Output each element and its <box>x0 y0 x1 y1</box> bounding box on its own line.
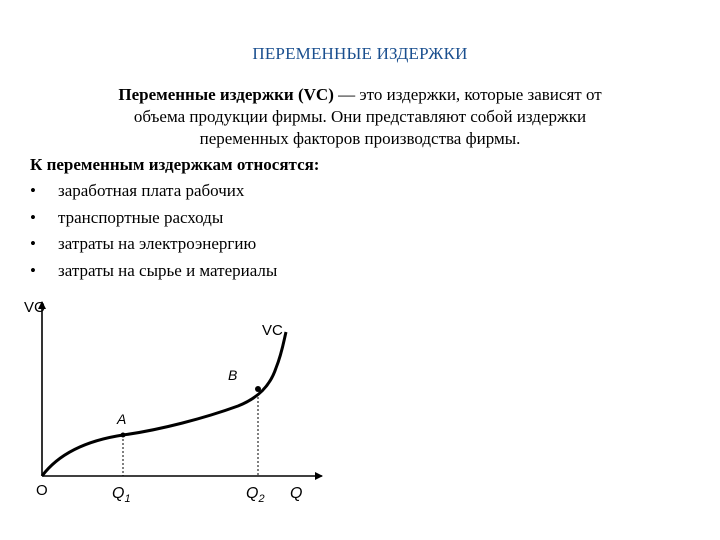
bullet-icon: • <box>30 234 36 253</box>
q1-label <box>112 485 131 505</box>
bullet-icon: • <box>30 181 36 200</box>
definition-line-2: объема продукции фирмы. Они представляют собой издержки <box>133 107 587 126</box>
definition-line-3: переменных факторов производства фирмы. <box>199 129 521 148</box>
point-a-label: A <box>117 411 127 427</box>
curve-label: VC <box>262 322 283 339</box>
page-title: ПЕРЕМЕННЫЕ ИЗДЕРЖКИ <box>252 44 468 63</box>
definition-text: — это издержки, которые зависят от <box>333 85 602 104</box>
list-item-text: затраты на сырье и материалы <box>58 260 278 280</box>
list-heading: К переменным издержкам относятся: <box>30 155 320 174</box>
q1-subscript: 1 <box>124 493 131 505</box>
point-a <box>121 433 126 438</box>
q2-letter: Q <box>246 485 259 502</box>
definition-line-1 <box>40 84 680 106</box>
x-axis-label: Q <box>290 485 303 502</box>
list-item-text: затраты на электроэнергию <box>58 234 257 253</box>
list-item-text: транспортные расходы <box>58 207 224 227</box>
origin-label: O <box>36 482 48 499</box>
q2-subscript: 2 <box>258 493 265 505</box>
cost-list <box>30 180 277 286</box>
point-b-label: B <box>228 367 238 383</box>
q1-letter: Q <box>112 485 125 502</box>
bullet-icon: • <box>30 207 36 227</box>
vc-curve <box>42 332 286 476</box>
list-item <box>30 207 277 234</box>
y-axis-label: VC <box>24 299 45 316</box>
list-item-text: заработная плата рабочих <box>58 181 245 200</box>
list-item <box>30 180 277 207</box>
definition-term: Переменные издержки (VC) <box>118 85 334 104</box>
bullet-icon: • <box>30 260 36 280</box>
list-item <box>30 233 277 260</box>
list-item <box>30 260 277 287</box>
point-b <box>255 386 261 392</box>
definition-paragraph <box>40 84 680 150</box>
vc-graph <box>20 288 330 518</box>
q2-label <box>246 485 265 505</box>
